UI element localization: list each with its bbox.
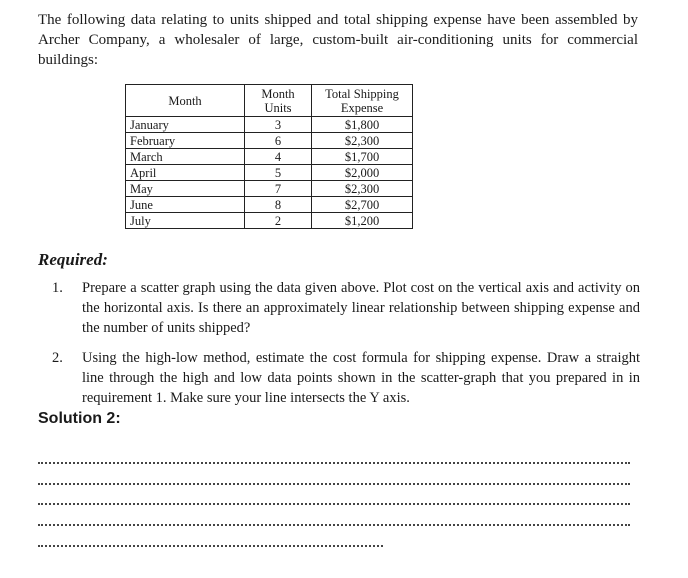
- shipping-data-table: [125, 84, 413, 229]
- answer-line[interactable]: [38, 483, 630, 485]
- header-units-line1: Month: [261, 86, 295, 101]
- table-row: [126, 133, 413, 149]
- cell-units: 2: [245, 213, 312, 229]
- header-units: [245, 85, 312, 117]
- item-text: Prepare a scatter graph using the data given above. Plot cost on the vertical axis and activity on the horizontal axis. Is there an approximately linear relationship between shipping expense and the number of units shipped?: [82, 280, 640, 336]
- answer-line[interactable]: [38, 545, 383, 547]
- cell-units: 5: [245, 165, 312, 181]
- cell-month: April: [126, 165, 245, 181]
- table-row: [126, 117, 413, 133]
- header-expense-line1: Total Shipping: [325, 86, 399, 101]
- answer-line[interactable]: [38, 462, 630, 464]
- table-row: [126, 165, 413, 181]
- cell-units: 8: [245, 197, 312, 213]
- table-row: [126, 149, 413, 165]
- item-number: 2.: [52, 350, 63, 366]
- cell-month: June: [126, 197, 245, 213]
- cell-expense: $1,200: [312, 213, 413, 229]
- cell-units: 3: [245, 117, 312, 133]
- list-item: [52, 278, 640, 338]
- header-expense: [312, 85, 413, 117]
- answer-line[interactable]: [38, 524, 630, 526]
- solution-label: Solution 2:: [38, 410, 121, 427]
- required-heading: Required:: [38, 250, 108, 269]
- cell-expense: $2,700: [312, 197, 413, 213]
- cell-expense: $1,800: [312, 117, 413, 133]
- cell-expense: $2,300: [312, 133, 413, 149]
- item-number: 1.: [52, 280, 63, 296]
- cell-month: March: [126, 149, 245, 165]
- cell-month: July: [126, 213, 245, 229]
- header-month: Month: [126, 85, 245, 117]
- answer-line[interactable]: [38, 503, 630, 505]
- cell-units: 4: [245, 149, 312, 165]
- requirements-list: [52, 278, 640, 418]
- cell-units: 7: [245, 181, 312, 197]
- table-row: [126, 181, 413, 197]
- cell-expense: $2,300: [312, 181, 413, 197]
- cell-month: May: [126, 181, 245, 197]
- cell-month: February: [126, 133, 245, 149]
- list-item: [52, 348, 640, 408]
- cell-expense: $2,000: [312, 165, 413, 181]
- table-row: [126, 197, 413, 213]
- table-row: [126, 213, 413, 229]
- header-expense-line2: Expense: [340, 100, 384, 115]
- cell-month: January: [126, 117, 245, 133]
- item-text: Using the high-low method, estimate the cost formula for shipping expense. Draw a straight line through the high and low data points shown in the scatter-graph that you prepared in in requirement 1. Make sure your line intersects the Y axis.: [82, 350, 640, 406]
- cell-units: 6: [245, 133, 312, 149]
- header-units-line2: Units: [264, 100, 292, 115]
- cell-expense: $1,700: [312, 149, 413, 165]
- intro-paragraph: The following data relating to units shipped and total shipping expense have been assembled by Archer Company, a wholesaler of large, custom-built air-conditioning units for commercial buildings:: [38, 12, 638, 68]
